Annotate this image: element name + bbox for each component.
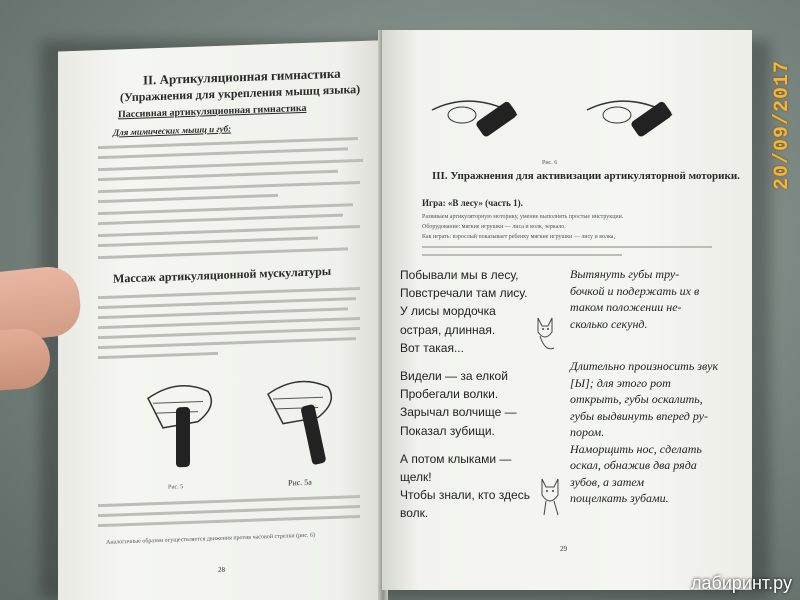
text-line bbox=[98, 137, 358, 149]
date-stamp: 20/09/2017 bbox=[771, 60, 794, 191]
figure-5a-label: Рис. 5а bbox=[288, 477, 312, 488]
instruction-line: открыть, губы оскалить, bbox=[570, 392, 703, 406]
poem-line: Показал зубищи. bbox=[400, 423, 495, 438]
text-line bbox=[98, 194, 278, 203]
text-line bbox=[98, 495, 360, 507]
left-heading-passive: Пассивная артикуляционная гимнастика bbox=[118, 102, 307, 121]
instructions bbox=[570, 266, 718, 507]
instruction-line: сколько секунд. bbox=[570, 316, 648, 331]
tongue-massage-figure-5 bbox=[138, 366, 228, 479]
text-line bbox=[422, 254, 622, 256]
intro-line-2: Оборудование: мягкие игрушки — лиса и волк, зеркало. bbox=[422, 224, 566, 230]
left-heading-mimic: Для мимических мышц и губ: bbox=[113, 123, 232, 138]
text-line bbox=[98, 236, 318, 247]
text-line bbox=[98, 505, 360, 517]
wolf-illustration bbox=[534, 475, 568, 519]
text-line bbox=[98, 147, 348, 159]
text-line bbox=[98, 327, 360, 339]
text-line bbox=[422, 246, 712, 248]
right-page-number: 29 bbox=[560, 545, 567, 553]
intro-line-1: Развиваем артикуляторную моторику, умение выполнять простые инструкции. bbox=[422, 214, 624, 220]
text-line bbox=[98, 247, 348, 259]
poem-line: острая, длинная. bbox=[400, 322, 496, 337]
left-section-title: II. Артикуляционная гимнастика bbox=[143, 65, 341, 88]
instruction-line: пощелкать зубами. bbox=[570, 491, 669, 505]
left-footer-text: Аналогичные образом осуществляется движения против часовой стрелки (рис. 6) bbox=[106, 532, 315, 546]
text-line bbox=[98, 337, 356, 349]
instruction-line: бочкой и подержать их в bbox=[570, 283, 700, 298]
left-section-subtitle: (Упражнения для укрепления мышц языка) bbox=[120, 81, 361, 105]
instruction-line: [Ы]; для этого рот bbox=[570, 375, 671, 390]
instruction-line: таком положении не- bbox=[570, 300, 682, 314]
text-line bbox=[98, 181, 360, 193]
text-line bbox=[98, 352, 218, 359]
instruction-line: Длительно произносить звук bbox=[570, 359, 719, 373]
poem-line: Вот такая... bbox=[400, 340, 464, 355]
text-line bbox=[98, 297, 356, 309]
watermark: лабиринт.ру bbox=[691, 573, 792, 593]
text-line bbox=[98, 317, 360, 329]
instruction-line: пором. bbox=[570, 425, 605, 439]
text-line bbox=[98, 287, 360, 299]
text-line bbox=[98, 515, 360, 527]
intro-line-3: Как играть: взрослый показывает ребенку мягкие игрушки — лису и волка, bbox=[422, 234, 615, 240]
text-line bbox=[98, 170, 338, 181]
poem-line: А потом клыками — bbox=[400, 451, 512, 466]
figure-5-label: Рис. 5 bbox=[168, 484, 184, 491]
right-section-title: III. Упражнения для активизации артикуляторной моторики. bbox=[432, 170, 740, 182]
poem-line: Пробегали волки. bbox=[400, 387, 499, 402]
instruction-line: оскал, обнажив два ряда bbox=[570, 458, 697, 472]
left-heading-massage: Массаж артикуляционной мускулатуры bbox=[113, 263, 332, 286]
game-title: Игра: «В лесу» (часть 1). bbox=[422, 198, 523, 208]
poem-line: Зарычал волчище — bbox=[400, 405, 517, 420]
poem-line: Чтобы знали, кто здесь bbox=[400, 488, 530, 503]
instruction-line: Вытянуть губы тру- bbox=[570, 267, 680, 281]
poem-line: волк. bbox=[400, 506, 429, 521]
poem-line: щелк! bbox=[400, 470, 432, 485]
figure-6-label: Рис. 6 bbox=[542, 160, 558, 166]
tongue-massage-figure-5a bbox=[258, 361, 348, 474]
text-line bbox=[98, 214, 343, 226]
right-page bbox=[382, 30, 752, 590]
poem-line: У лисы мордочка bbox=[400, 304, 496, 319]
text-line bbox=[98, 307, 348, 319]
tongue-figure-6a bbox=[422, 70, 532, 170]
left-page-number: 28 bbox=[218, 565, 225, 574]
poem-line: Видели — за елкой bbox=[400, 369, 508, 384]
instruction-line: зубов, а затем bbox=[570, 474, 645, 489]
tongue-figure-6b bbox=[577, 70, 687, 170]
poem-line: Побывали мы в лесу, bbox=[400, 268, 519, 282]
left-page bbox=[58, 40, 388, 600]
text-line bbox=[98, 225, 360, 237]
text-line bbox=[98, 203, 353, 215]
instruction-line: губы выдвинуть вперед ру- bbox=[570, 408, 708, 423]
poem-line: Повстречали там лису. bbox=[400, 286, 528, 301]
poem bbox=[400, 266, 530, 523]
fox-illustration bbox=[530, 312, 560, 354]
instruction-line: Наморщить нос, сделать bbox=[570, 441, 702, 456]
